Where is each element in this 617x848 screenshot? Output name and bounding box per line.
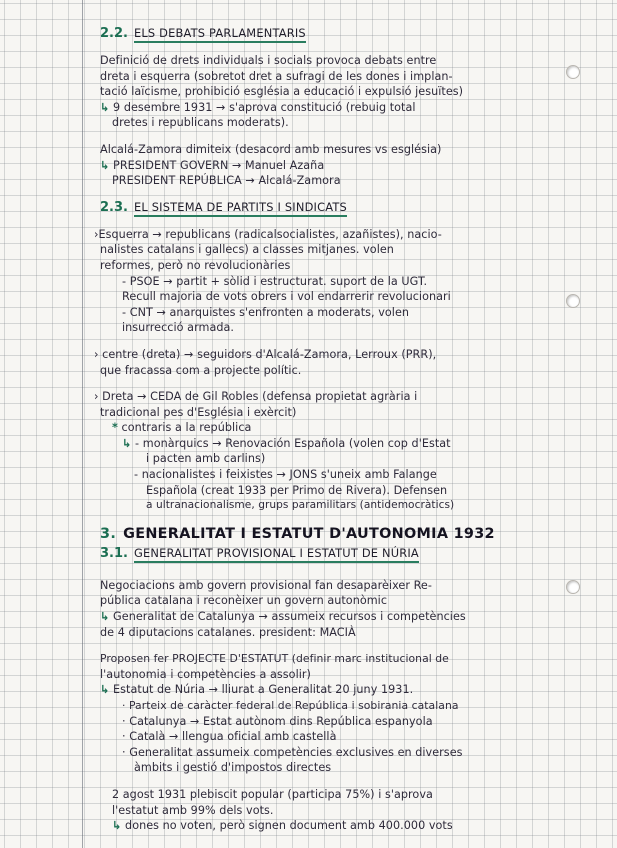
section-title: ELS DEBATS PARLAMENTARIS — [134, 26, 306, 43]
arrow-icon: ↳ — [112, 819, 122, 833]
arrow-line — [100, 100, 550, 116]
text-line: insurrecció armada. — [122, 321, 235, 335]
chevron-right-icon: › — [94, 347, 103, 361]
text-line: tradicional pes d'Església i exèrcit) — [100, 405, 297, 419]
dash-line — [100, 305, 550, 321]
arrow-line — [100, 158, 550, 174]
chevron-right-icon: › — [94, 390, 103, 404]
arrow-line — [100, 436, 550, 452]
text-line: Proposen fer PROJECTE D'ESTATUT (definir marc institucional de — [100, 652, 449, 666]
text: monàrquics → Renovación Española (volen cop d'Estat — [142, 436, 451, 450]
dash-icon: - — [122, 305, 127, 319]
section-number: 3.1. — [100, 545, 128, 561]
text-line: tació laïcisme, prohibició església a educació i expulsió jesuïtes) — [100, 85, 464, 99]
binder-hole — [566, 580, 580, 594]
bullet-icon: · — [122, 745, 126, 759]
text: Parteix de caràcter federal de República i sobirania catalana — [128, 699, 459, 712]
text: Estatut de Núria → lliurat a Generalitat 20 juny 1931. — [113, 683, 414, 697]
arrow-icon: ↳ — [100, 100, 110, 114]
text: centre (dreta) → seguidors d'Alcalá-Zamora, Lerroux (PRR), — [102, 347, 437, 361]
bullet-line — [100, 745, 550, 761]
text-line: de 4 diputacions catalanes. president: MACIÀ — [100, 625, 356, 639]
text-line: nalistes catalans i gallecs) a classes mitjanes. volen — [100, 243, 394, 257]
text: CNT → anarquistes s'enfronten a moderats, volen — [129, 305, 410, 319]
arrow-icon: ↳ — [100, 610, 110, 624]
text-line: Negociacions amb govern provisional fan desaparèixer Re- — [100, 578, 432, 592]
binder-hole — [566, 294, 580, 308]
section-heading-2-3 — [100, 200, 550, 217]
section-title: EL SISTEMA DE PARTITS I SINDICATS — [134, 200, 347, 217]
dash-line — [100, 274, 550, 290]
bullet-line — [100, 729, 550, 745]
arrow-line — [100, 609, 550, 625]
section-heading-2-2 — [100, 26, 550, 43]
text: Català → llengua oficial amb castellà — [129, 730, 337, 744]
arrow-icon: ↳ — [100, 158, 110, 172]
text-line — [94, 347, 550, 363]
text-line: PRESIDENT REPÚBLICA → Alcalá-Zamora — [112, 174, 341, 188]
text-line: i pacten amb carlins) — [146, 452, 266, 466]
bullet-line — [100, 714, 550, 730]
section-number: 3. — [100, 525, 117, 542]
bullet-line — [100, 698, 550, 714]
text-line: Española (creat 1933 per Primo de Rivera). Defensen — [146, 483, 448, 497]
arrow-icon: ↳ — [122, 436, 132, 450]
text: Catalunya → Estat autònom dins República espanyola — [129, 714, 433, 728]
text: dones no voten, però signen document amb 400.000 vots — [125, 819, 453, 833]
section-heading-3 — [100, 526, 550, 542]
section-number: 2.2. — [100, 26, 128, 41]
text-line: àmbits i gestió d'impostos directes — [134, 761, 332, 775]
text-line: dretes i republicans moderats). — [112, 116, 289, 130]
text: PRESIDENT GOVERN → Manuel Azaña — [113, 158, 325, 172]
text: 9 desembre 1931 → s'aprova constitució (rebuig total — [113, 100, 416, 114]
text-line: Definició de drets individuals i socials provoca debats entre — [100, 54, 437, 67]
asterisk-icon: * — [112, 421, 118, 435]
text-line — [94, 389, 550, 405]
text-line: a ultranacionalisme, grups paramilitars (antidemocràtics) — [146, 499, 455, 512]
bullet-icon: · — [122, 730, 126, 744]
arrow-line — [100, 818, 550, 834]
margin-line — [82, 0, 83, 848]
text: contraris a la república — [121, 421, 252, 435]
bullet-icon: · — [122, 714, 126, 728]
notes-content — [94, 26, 550, 834]
dash-icon: - — [135, 436, 140, 450]
text-line: Recull majoria de vots obrers i vol endarrerir revolucionari — [122, 290, 451, 304]
text: PSOE → partit + sòlid i estructurat. suport de la UGT. — [129, 274, 428, 288]
text: Esquerra → republicans (radicalsocialistes, azañistes), nacio- — [98, 227, 442, 241]
text: nacionalistes i feixistes → JONS s'uneix amb Falange — [141, 468, 437, 482]
text-line: dreta i esquerra (sobretot dret a sufragi de les dones i implan- — [100, 69, 453, 83]
section-title: GENERALITAT I ESTATUT D'AUTONOMIA 1932 — [123, 525, 495, 542]
text-line: 2 agost 1931 plebiscit popular (participa 75%) i s'aprova — [112, 787, 433, 801]
text-line: que fracassa com a projecte polític. — [100, 363, 302, 377]
text-line: l'autonomia i competències a assolir) — [100, 667, 311, 681]
bullet-icon: · — [122, 699, 126, 712]
text: Dreta → CEDA de Gil Robles (defensa propietat agrària i — [102, 390, 418, 404]
dash-icon: - — [134, 468, 139, 482]
section-title: GENERALITAT PROVISIONAL I ESTATUT DE NÚRIA — [134, 546, 419, 563]
text-line: pública catalana i reconèixer un govern autonòmic — [100, 594, 388, 608]
arrow-icon: ↳ — [100, 683, 110, 697]
star-line — [100, 420, 550, 436]
text-line: Alcalá-Zamora dimiteix (desacord amb mesures vs església) — [100, 142, 442, 156]
arrow-line — [100, 682, 550, 698]
text: Generalitat de Catalunya → assumeix recursos i competències — [113, 610, 466, 624]
dash-line — [100, 467, 550, 483]
binder-hole — [566, 65, 580, 79]
chevron-right-icon: › — [94, 227, 99, 241]
text-line — [94, 227, 550, 243]
dash-icon: - — [122, 274, 127, 288]
text-line: l'estatut amb 99% dels vots. — [112, 803, 274, 817]
text: Generalitat assumeix competències exclusives en diverses — [129, 745, 463, 759]
section-number: 2.3. — [100, 199, 128, 215]
section-heading-3-1 — [100, 546, 550, 563]
text-line: reformes, però no revolucionàries — [100, 258, 291, 272]
